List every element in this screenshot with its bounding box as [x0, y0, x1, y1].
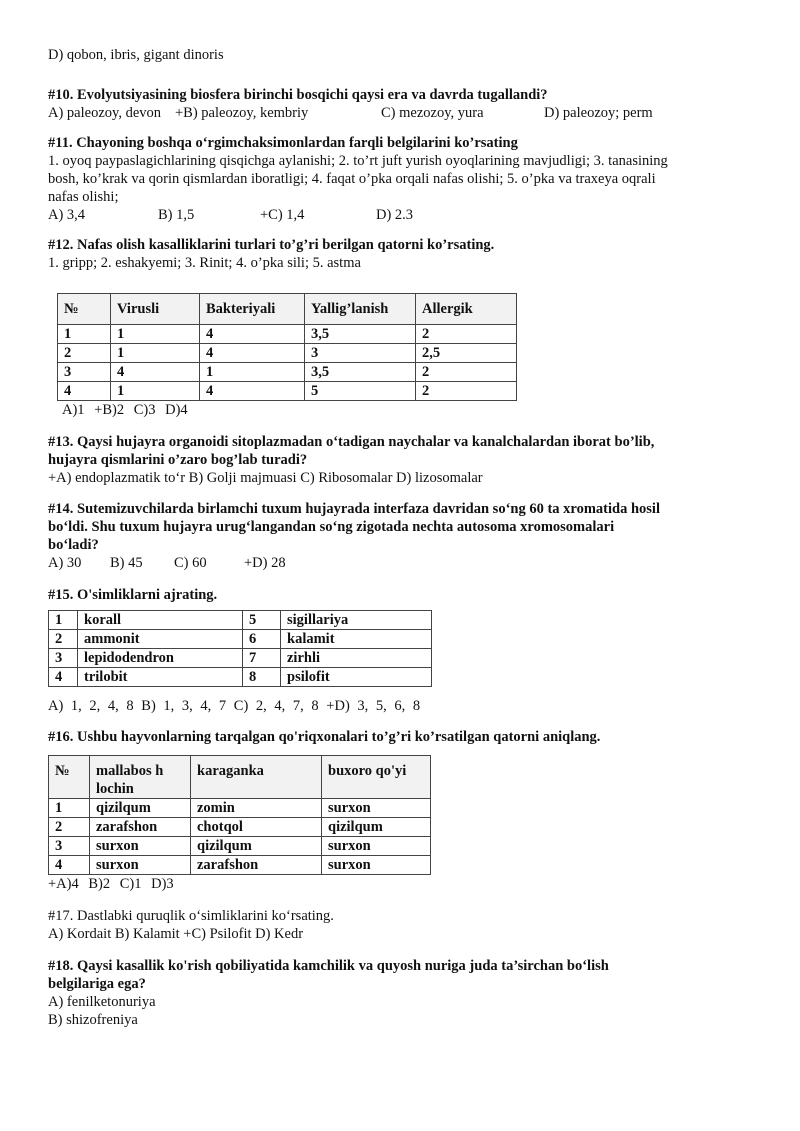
q10-option-b: +B) paleozoy, kembriy	[175, 105, 309, 121]
table-header-cell: mallabos h lochin	[90, 756, 191, 799]
q11-options	[48, 206, 758, 224]
q11-option-a: A) 3,4	[48, 207, 86, 223]
table-cell: surxon	[90, 856, 191, 875]
table-cell: 2	[416, 382, 517, 401]
table-cell: sigillariya	[281, 611, 432, 630]
q15-table	[48, 610, 432, 687]
table-row	[49, 630, 432, 649]
q11-question: #11. Chayoning boshqa o‘rgimchaksimonlardan farqli belgilarini ko’rsating	[48, 135, 518, 151]
table-cell: qizilqum	[191, 837, 322, 856]
table-header-cell: №	[49, 756, 90, 799]
table-cell: 4	[200, 344, 305, 363]
q14-question-line-1: #14. Sutemizuvchilarda birlamchi tuxum hujayrada interfaza davridan so‘ng 60 ta xromatida hosil	[48, 501, 660, 517]
table-row	[49, 837, 431, 856]
table-cell: chotqol	[191, 818, 322, 837]
table-cell: 4	[111, 363, 200, 382]
q10-option-c: C) mezozoy, yura	[381, 105, 484, 121]
table-cell: 5	[305, 382, 416, 401]
q10-option-a: A) paleozoy, devon	[48, 105, 162, 121]
table-cell: zarafshon	[191, 856, 322, 875]
table-cell: lepidodendron	[78, 649, 243, 668]
table-cell: 4	[58, 382, 111, 401]
table-cell: 3	[49, 649, 78, 668]
table-cell: qizilqum	[322, 818, 431, 837]
table-cell: 5	[243, 611, 281, 630]
q14-option-b: B) 45	[110, 555, 143, 571]
q13-answers: +A) endoplazmatik to‘r B) Golji majmuasi C) Ribosomalar D) lizosomalar	[48, 470, 483, 486]
q15-answers: A) 1, 2, 4, 8 B) 1, 3, 4, 7 C) 2, 4, 7, 8 +D) 3, 5, 6, 8	[48, 698, 421, 714]
table-cell: 4	[200, 382, 305, 401]
table-cell: surxon	[322, 856, 431, 875]
q11-text-line-3: nafas olishi;	[48, 189, 119, 205]
table-header-cell: Yallig’lanish	[305, 294, 416, 325]
table-cell: kalamit	[281, 630, 432, 649]
table-cell: 1	[49, 799, 90, 818]
table-header-cell: №	[58, 294, 111, 325]
table-row	[49, 799, 431, 818]
table-cell: 2	[49, 630, 78, 649]
table-row	[58, 344, 517, 363]
q11-option-d: D) 2.3	[376, 207, 414, 223]
q13-question-line-1: #13. Qaysi hujayra organoidi sitoplazmadan o‘tadigan naychalar va kanalchalardan iborat bo’lib,	[48, 434, 655, 450]
q14-options	[48, 554, 758, 572]
q11-option-b: B) 1,5	[158, 207, 195, 223]
q18-question-line-2: belgilariga ega?	[48, 976, 146, 992]
table-cell: qizilqum	[90, 799, 191, 818]
table-cell: 2	[49, 818, 90, 837]
table-row	[49, 649, 432, 668]
q18-option-a: A) fenilketonuriya	[48, 994, 156, 1010]
table-header-row	[58, 294, 517, 325]
q14-option-c: C) 60	[174, 555, 207, 571]
table-header-cell: Virusli	[111, 294, 200, 325]
table-cell: 3,5	[305, 363, 416, 382]
table-cell: ammonit	[78, 630, 243, 649]
table-cell: trilobit	[78, 668, 243, 687]
q18-question-line-1: #18. Qaysi kasallik ko'rish qobiliyatida kamchilik va quyosh nuriga juda ta’sirchan bo‘lish	[48, 958, 609, 974]
q15-question: #15. O'simliklarni ajrating.	[48, 587, 218, 603]
table-row	[58, 363, 517, 382]
q14-question-line-3: bo‘ladi?	[48, 537, 99, 553]
q17-answers: A) Kordait B) Kalamit +C) Psilofit D) Kedr	[48, 926, 304, 942]
q9-option-d: D) qobon, ibris, gigant dinoris	[48, 47, 224, 63]
q14-option-d: +D) 28	[244, 555, 286, 571]
table-cell: surxon	[322, 837, 431, 856]
q16-answers: +A)4 B)2 C)1 D)3	[48, 876, 174, 892]
table-cell: 2	[58, 344, 111, 363]
table-cell: 3	[58, 363, 111, 382]
table-cell: 4	[49, 856, 90, 875]
table-cell: 2,5	[416, 344, 517, 363]
table-cell: 1	[111, 382, 200, 401]
q11-text-line-2: bosh, ko’krak va qorin qismlardan iboratligi; 4. faqat o’pka orqali nafas olishi; 5. o’pka va traxeya oqrali	[48, 171, 656, 187]
table-cell: 3	[305, 344, 416, 363]
q14-question-line-2: bo‘ldi. Shu tuxum hujayra urug‘langandan so‘ng zigotada nechta autosoma xromosomalari	[48, 519, 615, 535]
q16-question: #16. Ushbu hayvonlarning tarqalgan qo'riqxonalari to’g’ri ko’rsatilgan qatorni aniqlang.	[48, 729, 601, 745]
q17-question: #17. Dastlabki quruqlik o‘simliklarini ko‘rsating.	[48, 908, 334, 924]
table-cell: 3,5	[305, 325, 416, 344]
table-header-cell: karaganka	[191, 756, 322, 799]
table-cell: 1	[111, 344, 200, 363]
table-cell: zarafshon	[90, 818, 191, 837]
q18-option-b: B) shizofreniya	[48, 1012, 138, 1028]
table-header-cell: Allergik	[416, 294, 517, 325]
table-cell: 2	[416, 325, 517, 344]
table-cell: 2	[416, 363, 517, 382]
table-cell: zomin	[191, 799, 322, 818]
table-header-row	[49, 756, 431, 799]
q12-answers: A)1 +B)2 C)3 D)4	[62, 402, 188, 418]
table-cell: 4	[200, 325, 305, 344]
table-cell: 6	[243, 630, 281, 649]
table-row	[58, 382, 517, 401]
table-row	[49, 611, 432, 630]
table-cell: 4	[49, 668, 78, 687]
table-row	[49, 668, 432, 687]
table-cell: surxon	[90, 837, 191, 856]
table-cell: 1	[111, 325, 200, 344]
table-cell: psilofit	[281, 668, 432, 687]
q10-question: #10. Evolyutsiyasining biosfera birinchi bosqichi qaysi era va davrda tugallandi?	[48, 87, 548, 103]
q10-option-d: D) paleozoy; perm	[544, 105, 653, 121]
table-cell: 1	[49, 611, 78, 630]
table-cell: 1	[58, 325, 111, 344]
table-cell: zirhli	[281, 649, 432, 668]
table-cell: 3	[49, 837, 90, 856]
q11-option-c: +C) 1,4	[260, 207, 305, 223]
document-page	[48, 46, 758, 1029]
q11-text-line-1: 1. oyoq paypaslagichlarining qisqichga aylanishi; 2. to’rt juft yurish oyoqlarining mavjudligi; 3. tanasining	[48, 153, 668, 169]
table-cell: surxon	[322, 799, 431, 818]
q14-option-a: A) 30	[48, 555, 82, 571]
table-cell: korall	[78, 611, 243, 630]
q10-options	[48, 104, 758, 122]
table-row	[58, 325, 517, 344]
table-cell: 8	[243, 668, 281, 687]
q13-question-line-2: hujayra qismlarini o’zaro bog’lab turadi?	[48, 452, 308, 468]
q12-question: #12. Nafas olish kasalliklarini turlari to’g’ri berilgan qatorni ko’rsating.	[48, 237, 495, 253]
table-header-cell: Bakteriyali	[200, 294, 305, 325]
table-row	[49, 818, 431, 837]
table-row	[49, 856, 431, 875]
table-cell: 7	[243, 649, 281, 668]
q12-text: 1. gripp; 2. eshakyemi; 3. Rinit; 4. o’pka sili; 5. astma	[48, 255, 361, 271]
q12-table	[57, 293, 517, 401]
q16-table	[48, 755, 431, 875]
table-cell: 1	[200, 363, 305, 382]
table-header-cell: buxoro qo'yi	[322, 756, 431, 799]
